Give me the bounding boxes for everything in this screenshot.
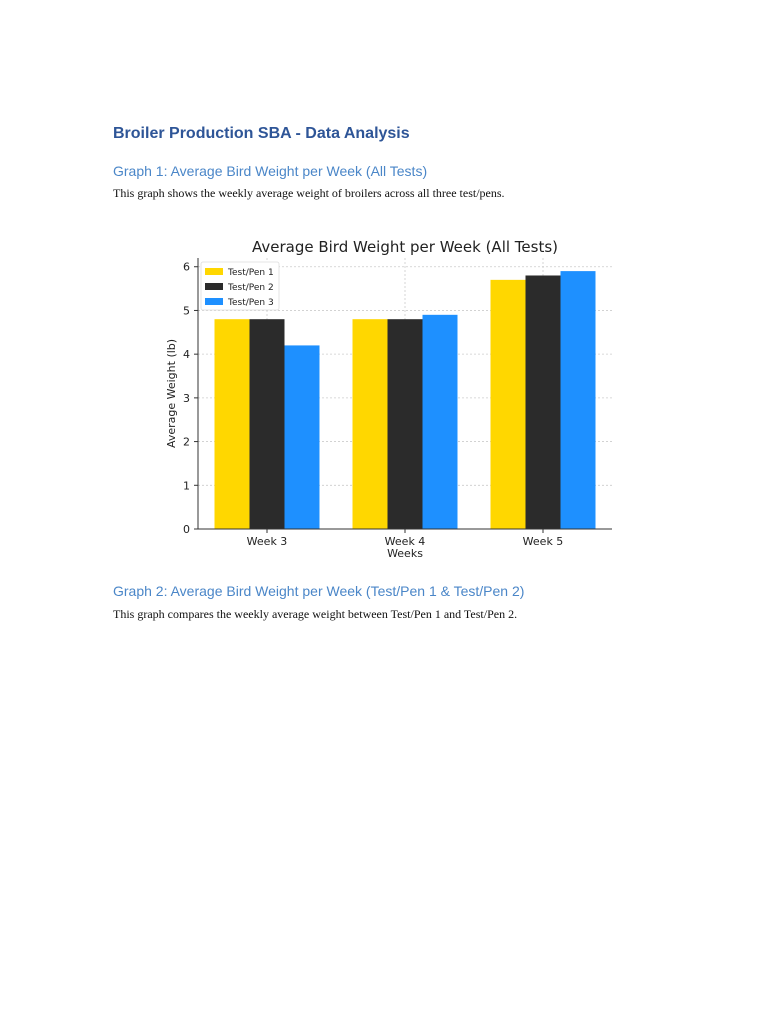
bar [250, 319, 285, 529]
bar [526, 275, 561, 529]
weight-bar-chart [158, 228, 624, 568]
y-tick-label: 6 [183, 260, 190, 274]
y-tick-label: 0 [183, 523, 190, 536]
graph-2-description: This graph compares the weekly average weight between Test/Pen 1 and Test/Pen 2. [113, 607, 518, 621]
legend-swatch [205, 283, 223, 290]
x-tick-label: Week 5 [522, 535, 564, 548]
y-tick-label: 2 [183, 435, 190, 449]
bar [215, 319, 250, 529]
x-tick-label: Week 3 [246, 535, 288, 548]
bar [353, 319, 388, 529]
document-title: Broiler Production SBA - Data Analysis [113, 125, 410, 142]
legend-label: Test/Pen 1 [228, 268, 274, 278]
legend-swatch [205, 268, 223, 275]
bar [561, 271, 596, 529]
legend-label: Test/Pen 2 [228, 283, 274, 293]
x-axis-label: Weeks [387, 547, 423, 560]
y-tick-label: 1 [183, 479, 190, 493]
legend-swatch [205, 298, 223, 305]
legend-label: Test/Pen 3 [228, 298, 274, 308]
y-tick-label: 4 [183, 348, 190, 362]
graph-1-heading: Graph 1: Average Bird Weight per Week (All Tests) [113, 163, 428, 179]
graph-2-heading: Graph 2: Average Bird Weight per Week (Test/Pen 1 & Test/Pen 2) [113, 583, 525, 599]
graph-1-description: This graph shows the weekly average weight of broilers across all three test/pens. [113, 186, 505, 200]
chart-title: Average Bird Weight per Week (All Tests) [251, 238, 559, 256]
x-tick-label: Week 4 [384, 535, 426, 548]
bar [285, 345, 320, 529]
y-axis-label: Average Weight (lb) [165, 338, 178, 449]
bar [491, 280, 526, 529]
bar [388, 319, 423, 529]
bar [423, 315, 458, 529]
y-tick-label: 5 [183, 304, 190, 318]
y-tick-label: 3 [183, 391, 190, 405]
chart-svg [158, 228, 624, 568]
